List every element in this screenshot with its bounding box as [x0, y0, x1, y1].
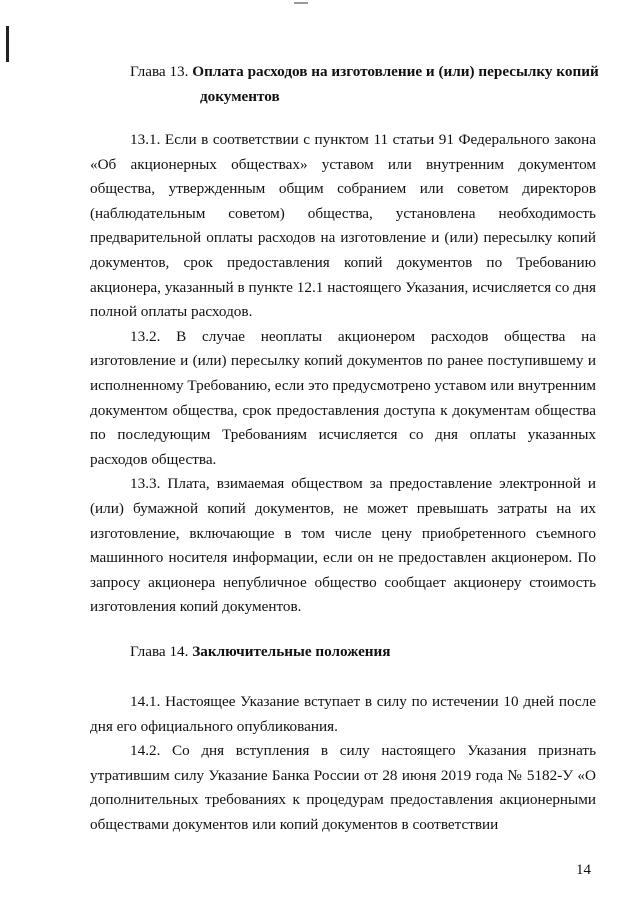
scan-artifact-top: [294, 2, 308, 4]
chapter-14-title: Заключительные положения: [192, 643, 391, 660]
paragraph-14-1: 14.1. Настоящее Указание вступает в силу по истечении 10 дней после дня его официального опубликования.: [90, 693, 596, 735]
chapter-14-prefix: Глава 14.: [130, 643, 189, 660]
paragraph-13-2: 13.2. В случае неоплаты акционером расходов общества на изготовление и (или) пересылку копий документов по ранее поступившему и исполненному Требованию, если это предусмотрено уставом или внутренним документом общества, срок предоставления доступа к документам общества по последующим Требованиям исчисляется со дня оплаты указанных расходов общества.: [90, 327, 596, 468]
scan-artifact-left: [6, 26, 9, 62]
chapter-13-heading: [130, 60, 610, 109]
paragraph-13-3: 13.3. Плата, взимаемая обществом за предоставление электронной и (или) бумажной копий документов, не может превышать затраты на их изготовление, включающие в том числе цену приобретенного съемного машинного носителя информации, если он не предоставлен акционером. По запросу акционера непубличное общество сообщает акционеру стоимость изготовления копий документов.: [90, 475, 596, 616]
chapter-13-title-line2: документов: [200, 87, 280, 105]
paragraph-13-1: 13.1. Если в соответствии с пунктом 11 статьи 91 Федерального закона «Об акционерных обществах» уставом или внутренним документом общества, утвержденным общим собранием или советом директоров (наблюдательным советом) общества, установлена необходимость предварительной оплаты расходов на изготовление и (или) пересылку копий документов, срок предоставления копий документов по Требованию акционера, указанный в пункте 12.1 настоящего Указания, исчисляется со дня полной оплаты расходов.: [90, 131, 596, 321]
chapter-14-body: [90, 690, 596, 838]
chapter-13-title-line1: Оплата расходов на изготовление и (или) пересылку копий: [192, 63, 599, 80]
chapter-13-prefix: Глава 13.: [130, 63, 189, 80]
chapter-13-body: [90, 128, 596, 620]
page-number: 14: [576, 862, 591, 878]
paragraph-14-2: 14.2. Со дня вступления в силу настоящего Указания признать утратившим силу Указание Банка России от 28 июня 2019 года № 5182-У «О дополнительных требованиях к процедурам предоставления акционерными обществами документов или копий документов в соответствии: [90, 742, 596, 833]
chapter-14-heading: [130, 640, 610, 665]
